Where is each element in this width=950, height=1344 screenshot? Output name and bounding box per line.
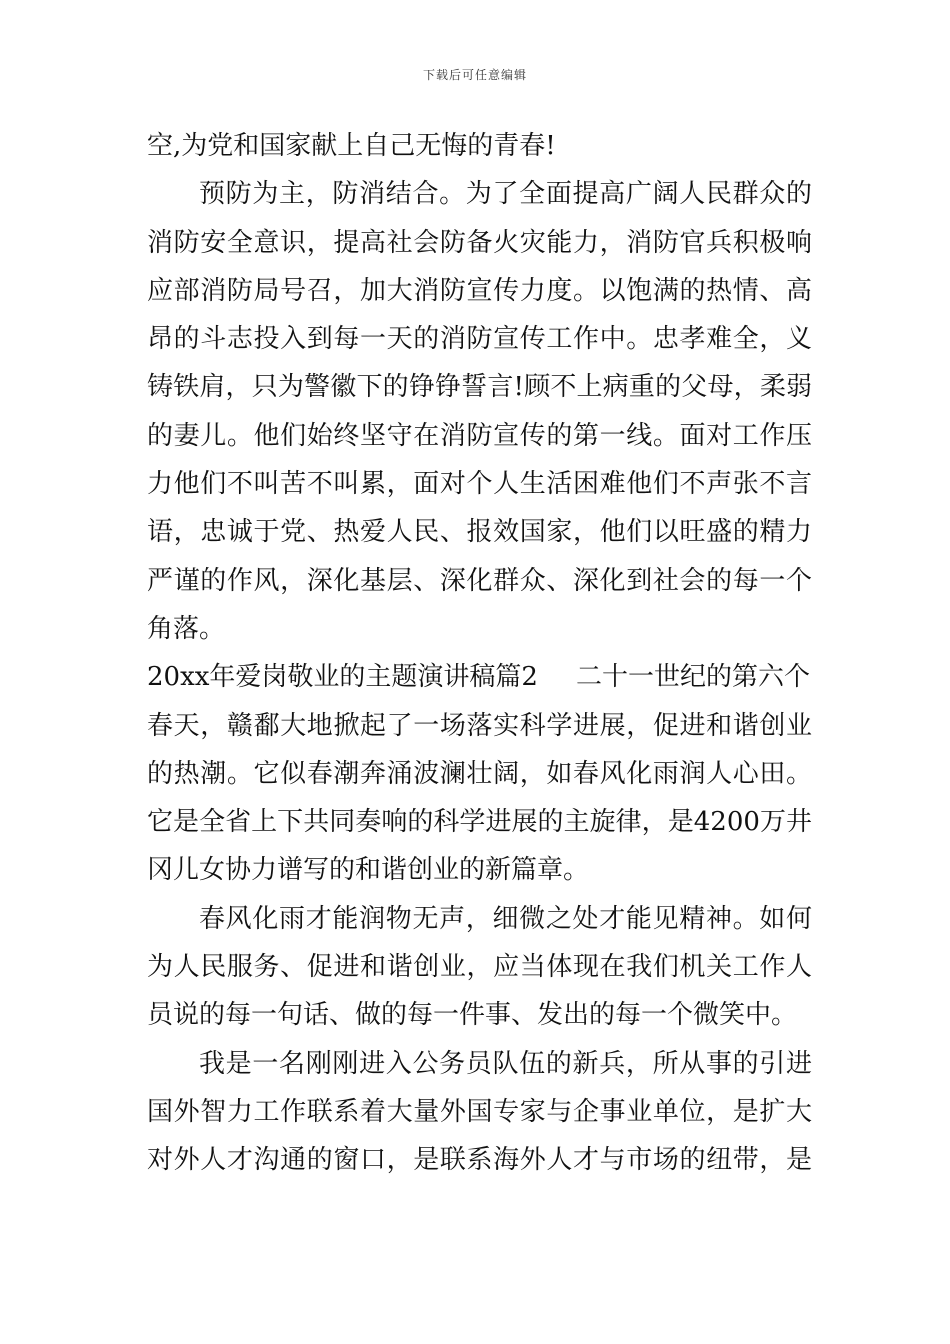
text-line: 冈儿女协力谱写的和谐创业的新篇章。 <box>147 855 590 886</box>
text-line: 它是全省上下共同奏响的科学进展的主旋律，是4200万井 <box>147 807 812 838</box>
page-header: 下载后可任意编辑 <box>422 68 527 82</box>
text-line: 角落。 <box>147 613 226 644</box>
text-line: 力他们不叫苦不叫累，面对个人生活困难他们不声张不言 <box>147 469 812 500</box>
text-line: 春天，赣鄱大地掀起了一场落实科学进展，促进和谐创业 <box>147 710 812 741</box>
text-line: 语，忠诚于党、热爱人民、报效国家，他们以旺盛的精力 <box>147 517 812 548</box>
text-line: 的热潮。它似春潮奔涌波澜壮阔，如春风化雨润人心田。 <box>147 758 812 789</box>
text-line: 的妻儿。他们始终坚守在消防宣传的第一线。面对工作压 <box>147 420 812 451</box>
text-line: 昂的斗志投入到每一天的消防宣传工作中。忠孝难全，义 <box>147 324 812 355</box>
text-line: 我是一名刚刚进入公务员队伍的新兵，所从事的引进 <box>199 1048 812 1079</box>
text-line: 春风化雨才能润物无声，细微之处才能见精神。如何 <box>199 903 812 934</box>
text-line: 对外人才沟通的窗口，是联系海外人才与市场的纽带，是 <box>147 1145 812 1176</box>
section-heading-line <box>147 653 812 701</box>
text-line: 员说的每一句话、做的每一件事、发出的每一个微笑中。 <box>147 1000 798 1031</box>
section-heading: 20xx年爱岗敬业的主题演讲稿篇2 <box>147 662 538 693</box>
text-line: 预防为主，防消结合。为了全面提高广阔人民群众的 <box>199 179 812 210</box>
text-fragment: 二十一世纪的第六个 <box>575 662 810 693</box>
text-line: 国外智力工作联系着大量外国专家与企事业单位，是扩大 <box>147 1096 812 1127</box>
text-line: 应部消防局号召，加大消防宣传力度。以饱满的热情、高 <box>147 275 812 306</box>
text-line: 为人民服务、促进和谐创业，应当体现在我们机关工作人 <box>147 952 812 983</box>
document-body <box>147 122 812 1185</box>
text-line: 消防安全意识，提高社会防备火灾能力，消防官兵积极响 <box>147 227 812 258</box>
text-line: 铸铁肩，只为警徽下的铮铮誓言!顾不上病重的父母，柔弱 <box>147 372 812 403</box>
text-line: 严谨的作风，深化基层、深化群众、深化到社会的每一个 <box>147 565 812 596</box>
text-line: 空,为党和国家献上自己无悔的青春! <box>147 131 556 161</box>
